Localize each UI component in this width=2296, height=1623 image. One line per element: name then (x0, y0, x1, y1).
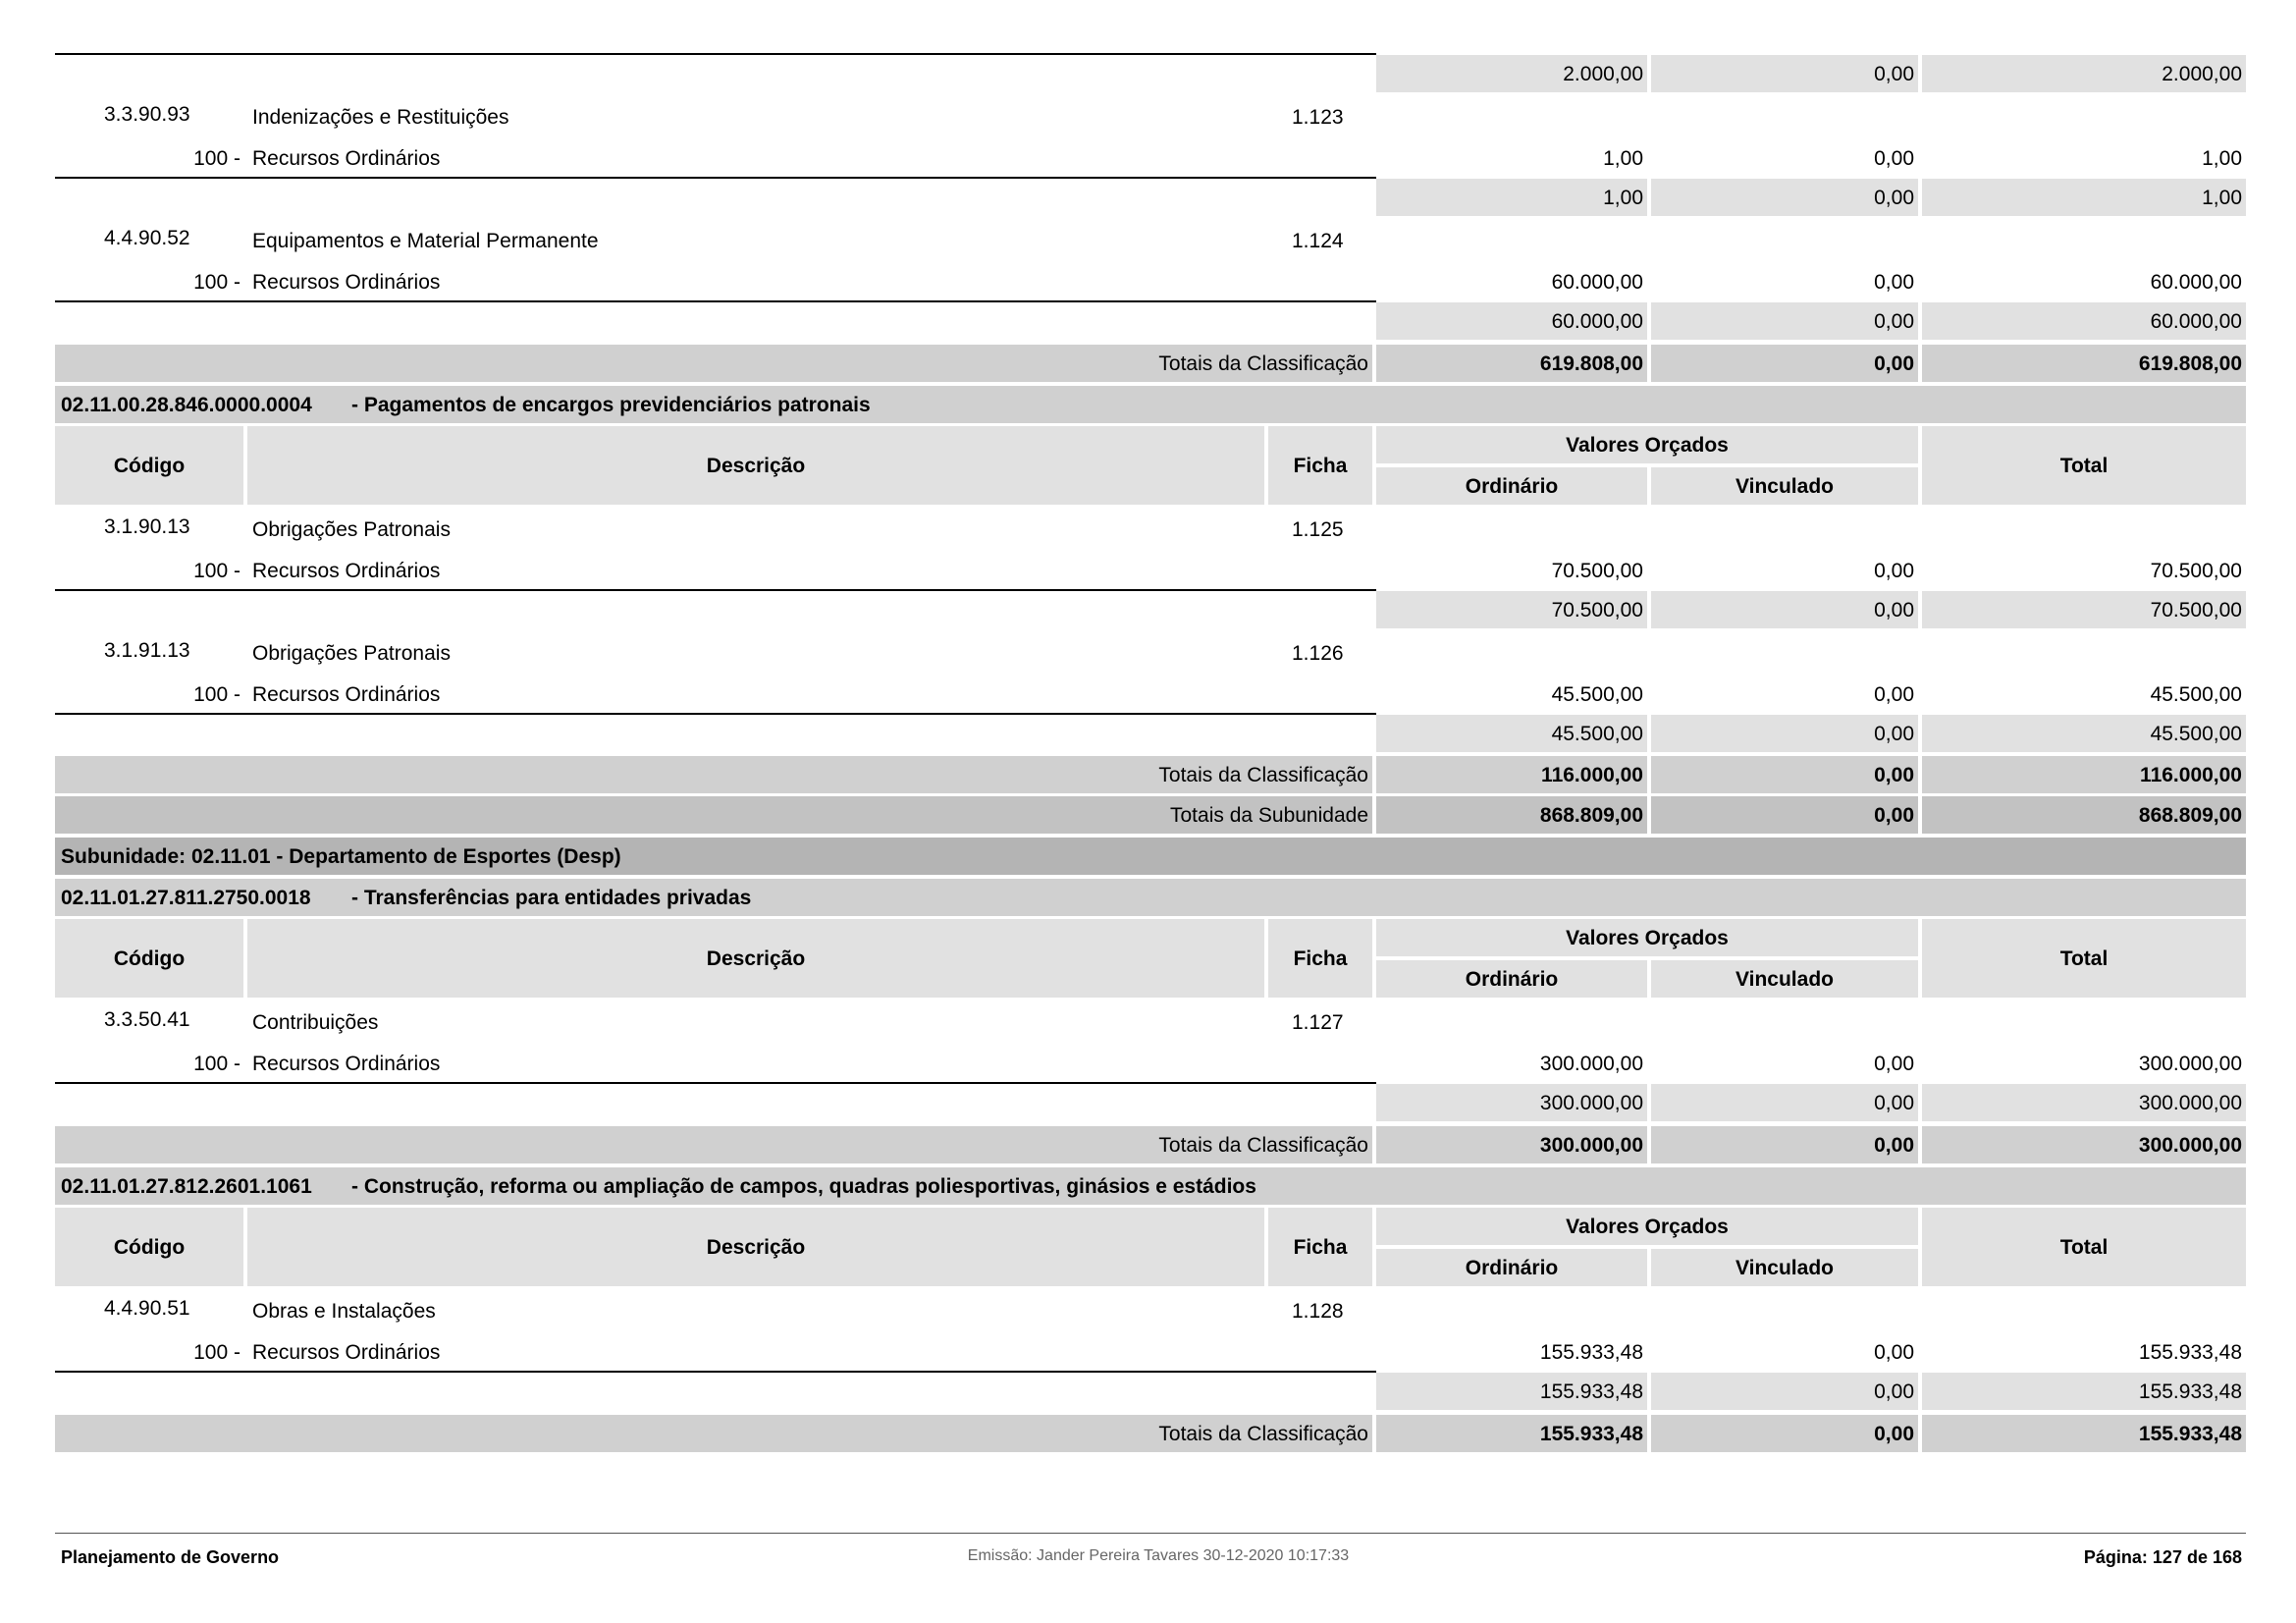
subunidade-total: 868.809,00 (2138, 804, 2242, 827)
subtotal-total: 1,00 (2202, 187, 2242, 209)
subtotal-vinculado: 0,00 (1874, 63, 1914, 85)
totais-subunidade-label: Totais da Subunidade (1170, 804, 1368, 827)
footer-emissao: Emissão: Jander Pereira Tavares 30-12-2020 10:17:33 (967, 1547, 1350, 1564)
subtotal-total: 70.500,00 (2150, 599, 2242, 622)
fonte-code: 100 - (193, 560, 240, 582)
item-descricao: Obrigações Patronais (252, 642, 451, 665)
fonte-ordinario: 45.500,00 (1551, 683, 1643, 706)
subunidade-banner: Subunidade: 02.11.01 - Departamento de Esportes (Desp) (61, 845, 621, 868)
totais-ordinario: 155.933,48 (1539, 1423, 1643, 1445)
section-title: - Construção, reforma ou ampliação de campos, quadras poliesportivas, ginásios e estádios (351, 1175, 1256, 1198)
subtotal-ordinario: 2.000,00 (1563, 63, 1643, 85)
fonte-total: 155.933,48 (2138, 1341, 2242, 1364)
item-descricao: Equipamentos e Material Permanente (252, 230, 599, 252)
section-code: 02.11.01.27.812.2601.1061 (61, 1175, 312, 1198)
subtotal-vinculado: 0,00 (1874, 1380, 1914, 1403)
item-codigo: 3.3.90.93 (104, 103, 190, 126)
fonte-vinculado: 0,00 (1874, 271, 1914, 294)
subtotal-ordinario: 60.000,00 (1551, 310, 1643, 333)
subtotal-ordinario: 45.500,00 (1551, 723, 1643, 745)
footer-left: Planejamento de Governo (61, 1547, 280, 1567)
subtotal-vinculado: 0,00 (1874, 310, 1914, 333)
totais-vinculado: 0,00 (1874, 764, 1914, 786)
header-ficha: Ficha (1293, 1236, 1348, 1259)
fonte-total: 45.500,00 (2150, 683, 2242, 706)
fonte-vinculado: 0,00 (1874, 683, 1914, 706)
fonte-total: 70.500,00 (2150, 560, 2242, 582)
section-code: 02.11.01.27.811.2750.0018 (61, 887, 311, 909)
item-ficha: 1.128 (1292, 1300, 1344, 1323)
subtotal-vinculado: 0,00 (1874, 599, 1914, 622)
item-descricao: Contribuições (252, 1011, 379, 1034)
item-codigo: 3.1.91.13 (104, 639, 190, 662)
fonte-ordinario: 60.000,00 (1551, 271, 1643, 294)
item-ficha: 1.127 (1292, 1011, 1344, 1034)
header-vinculado: Vinculado (1735, 968, 1834, 991)
item-codigo: 4.4.90.52 (104, 227, 190, 249)
fonte-vinculado: 0,00 (1874, 1341, 1914, 1364)
section-title: - Transferências para entidades privadas (351, 887, 752, 909)
fonte-descricao: Recursos Ordinários (252, 271, 441, 294)
subtotal-ordinario: 1,00 (1603, 187, 1643, 209)
subtotal-total: 155.933,48 (2138, 1380, 2242, 1403)
totais-vinculado: 0,00 (1874, 352, 1914, 375)
section-code: 02.11.00.28.846.0000.0004 (61, 394, 312, 416)
item-ficha: 1.124 (1292, 230, 1344, 252)
fonte-code: 100 - (193, 1053, 240, 1075)
subtotal-total: 2.000,00 (2162, 63, 2242, 85)
subtotal-vinculado: 0,00 (1874, 723, 1914, 745)
fonte-code: 100 - (193, 271, 240, 294)
totais-ordinario: 619.808,00 (1539, 352, 1643, 375)
item-ficha: 1.126 (1292, 642, 1344, 665)
header-vinculado: Vinculado (1735, 1257, 1834, 1279)
fonte-total: 60.000,00 (2150, 271, 2242, 294)
header-ordinario: Ordinário (1465, 475, 1559, 498)
item-codigo: 3.3.50.41 (104, 1008, 190, 1031)
fonte-vinculado: 0,00 (1874, 560, 1914, 582)
item-ficha: 1.125 (1292, 518, 1344, 541)
fonte-total: 300.000,00 (2138, 1053, 2242, 1075)
fonte-code: 100 - (193, 1341, 240, 1364)
subtotal-ordinario: 300.000,00 (1539, 1092, 1643, 1114)
subunidade-vinculado: 0,00 (1874, 804, 1914, 827)
fonte-vinculado: 0,00 (1874, 147, 1914, 170)
fonte-code: 100 - (193, 147, 240, 170)
fonte-descricao: Recursos Ordinários (252, 560, 441, 582)
totais-total: 116.000,00 (2140, 764, 2242, 786)
item-codigo: 4.4.90.51 (104, 1297, 190, 1320)
fonte-ordinario: 1,00 (1603, 147, 1643, 170)
fonte-descricao: Recursos Ordinários (252, 147, 441, 170)
subtotal-vinculado: 0,00 (1874, 1092, 1914, 1114)
totais-total: 619.808,00 (2138, 352, 2242, 375)
fonte-ordinario: 300.000,00 (1539, 1053, 1643, 1075)
header-ficha: Ficha (1293, 455, 1348, 477)
item-descricao: Obras e Instalações (252, 1300, 436, 1323)
totais-classificacao-label: Totais da Classificação (1158, 1423, 1368, 1445)
item-descricao: Obrigações Patronais (252, 518, 451, 541)
item-codigo: 3.1.90.13 (104, 515, 190, 538)
subtotal-total: 45.500,00 (2150, 723, 2242, 745)
subtotal-vinculado: 0,00 (1874, 187, 1914, 209)
header-descricao: Descrição (706, 455, 806, 477)
fonte-descricao: Recursos Ordinários (252, 683, 441, 706)
totais-vinculado: 0,00 (1874, 1423, 1914, 1445)
subtotal-ordinario: 70.500,00 (1551, 599, 1643, 622)
fonte-ordinario: 155.933,48 (1539, 1341, 1643, 1364)
header-ordinario: Ordinário (1465, 968, 1559, 991)
subtotal-total: 300.000,00 (2138, 1092, 2242, 1114)
item-ficha: 1.123 (1292, 106, 1344, 129)
totais-classificacao-label: Totais da Classificação (1158, 764, 1368, 786)
header-codigo: Código (113, 947, 186, 970)
fonte-descricao: Recursos Ordinários (252, 1341, 441, 1364)
header-descricao: Descrição (706, 947, 806, 970)
header-ordinario: Ordinário (1465, 1257, 1559, 1279)
totais-vinculado: 0,00 (1874, 1134, 1914, 1157)
header-vinculado: Vinculado (1735, 475, 1834, 498)
fonte-descricao: Recursos Ordinários (252, 1053, 441, 1075)
header-valores-orcados: Valores Orçados (1566, 927, 1729, 949)
header-total: Total (2059, 455, 2109, 477)
totais-total: 300.000,00 (2138, 1134, 2242, 1157)
header-total: Total (2059, 1236, 2109, 1259)
subtotal-total: 60.000,00 (2150, 310, 2242, 333)
subunidade-ordinario: 868.809,00 (1539, 804, 1643, 827)
subtotal-ordinario: 155.933,48 (1539, 1380, 1643, 1403)
totais-classificacao-label: Totais da Classificação (1158, 1134, 1368, 1157)
totais-ordinario: 116.000,00 (1541, 764, 1643, 786)
fonte-vinculado: 0,00 (1874, 1053, 1914, 1075)
header-codigo: Código (113, 455, 186, 477)
item-descricao: Indenizações e Restituições (252, 106, 509, 129)
section-title: - Pagamentos de encargos previdenciários patronais (351, 394, 871, 416)
footer-divider (55, 1533, 2246, 1534)
totais-classificacao-label: Totais da Classificação (1158, 352, 1368, 375)
header-total: Total (2059, 947, 2109, 970)
header-descricao: Descrição (706, 1236, 806, 1259)
fonte-code: 100 - (193, 683, 240, 706)
header-valores-orcados: Valores Orçados (1566, 434, 1729, 457)
totais-total: 155.933,48 (2138, 1423, 2242, 1445)
header-codigo: Código (113, 1236, 186, 1259)
fonte-total: 1,00 (2202, 147, 2242, 170)
header-ficha: Ficha (1293, 947, 1348, 970)
totais-ordinario: 300.000,00 (1539, 1134, 1643, 1157)
footer-page-number: Página: 127 de 168 (2083, 1547, 2242, 1567)
header-valores-orcados: Valores Orçados (1566, 1216, 1729, 1238)
fonte-ordinario: 70.500,00 (1551, 560, 1643, 582)
